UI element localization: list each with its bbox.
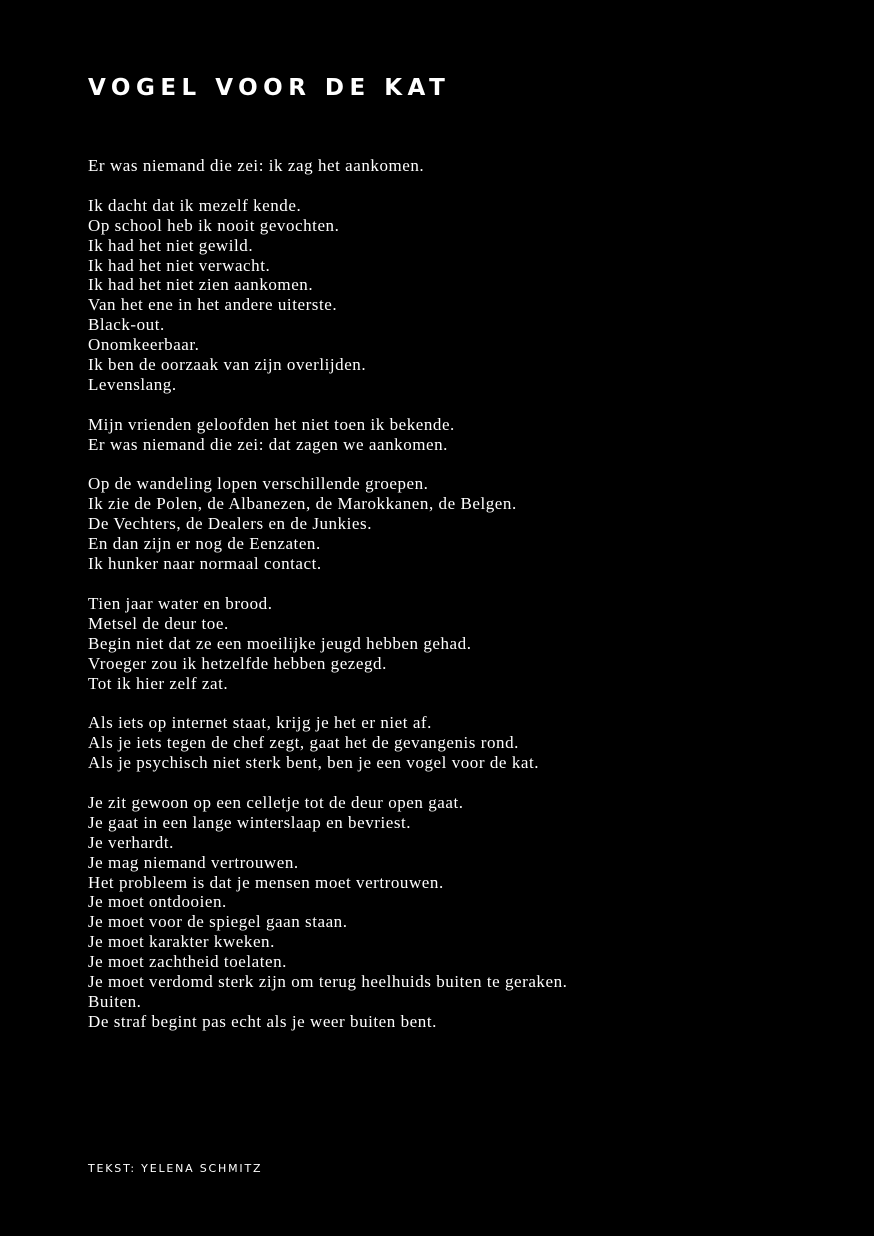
stanza [88, 713, 848, 773]
poem-line: Er was niemand die zei: ik zag het aankomen. [88, 156, 425, 175]
author-credit: TEKST: YELENA SCHMITZ [88, 1162, 263, 1175]
poem-line: Ik zie de Polen, de Albanezen, de Marokkanen, de Belgen. [88, 494, 517, 514]
poem-line: En dan zijn er nog de Eenzaten. [88, 534, 321, 554]
poem-line: Je verhardt. [88, 832, 174, 852]
poem-line: De Vechters, de Dealers en de Junkies. [88, 514, 372, 534]
poem-line: Begin niet dat ze een moeilijke jeugd hebben gehad. [88, 633, 472, 653]
poem-line: Als je psychisch niet sterk bent, ben je een vogel voor de kat. [88, 753, 540, 773]
poem-line: Je zit gewoon op een celletje tot de deur open gaat. [88, 792, 464, 812]
poem-line: Onomkeerbaar. [88, 335, 200, 355]
poem-body [88, 156, 848, 1052]
stanza [88, 793, 848, 1032]
poem-line: Je moet karakter kweken. [88, 932, 275, 952]
poem-line: Je moet voor de spiegel gaan staan. [88, 912, 348, 932]
poem-line: Van het ene in het andere uiterste. [88, 295, 338, 315]
poem-line: Op de wandeling lopen verschillende groepen. [88, 474, 429, 494]
poem-line: Je mag niemand vertrouwen. [88, 852, 299, 872]
poem-line: Ik had het niet verwacht. [88, 255, 271, 275]
poem-title: VOGEL VOOR DE KAT [88, 75, 451, 101]
poem-line: Je moet verdomd sterk zijn om terug heelhuids buiten te geraken. [88, 972, 568, 992]
poem-line: Tot ik hier zelf zat. [88, 673, 229, 693]
stanza [88, 415, 848, 455]
poem-line: Ik hunker naar normaal contact. [88, 554, 322, 574]
stanza [88, 594, 848, 694]
poem-line: Ik had het niet gewild. [88, 235, 254, 255]
poem-line: Buiten. [88, 991, 142, 1011]
poem-line: Ik had het niet zien aankomen. [88, 275, 314, 295]
poem-line: Tien jaar water en brood. [88, 593, 273, 613]
stanza [88, 196, 848, 395]
poem-line: Er was niemand die zei: dat zagen we aankomen. [88, 434, 448, 454]
poem-line: Ik dacht dat ik mezelf kende. [88, 195, 302, 215]
poem-line: Het probleem is dat je mensen moet vertrouwen. [88, 872, 444, 892]
stanza [88, 474, 848, 574]
poem-line: Levenslang. [88, 374, 177, 394]
poem-line: Metsel de deur toe. [88, 613, 229, 633]
poem-line: Als je iets tegen de chef zegt, gaat het de gevangenis rond. [88, 733, 519, 753]
stanza [88, 156, 848, 176]
poem-line: De straf begint pas echt als je weer buiten bent. [88, 1011, 437, 1031]
poem-line: Vroeger zou ik hetzelfde hebben gezegd. [88, 653, 387, 673]
poem-line: Op school heb ik nooit gevochten. [88, 215, 340, 235]
poem-line: Als iets op internet staat, krijg je het er niet af. [88, 713, 432, 733]
poem-line: Ik ben de oorzaak van zijn overlijden. [88, 355, 367, 375]
poem-line: Je moet zachtheid toelaten. [88, 952, 287, 972]
poem-line: Mijn vrienden geloofden het niet toen ik bekende. [88, 414, 455, 434]
poem-line: Black-out. [88, 315, 165, 335]
poem-line: Je gaat in een lange winterslaap en bevriest. [88, 812, 412, 832]
poem-line: Je moet ontdooien. [88, 892, 227, 912]
